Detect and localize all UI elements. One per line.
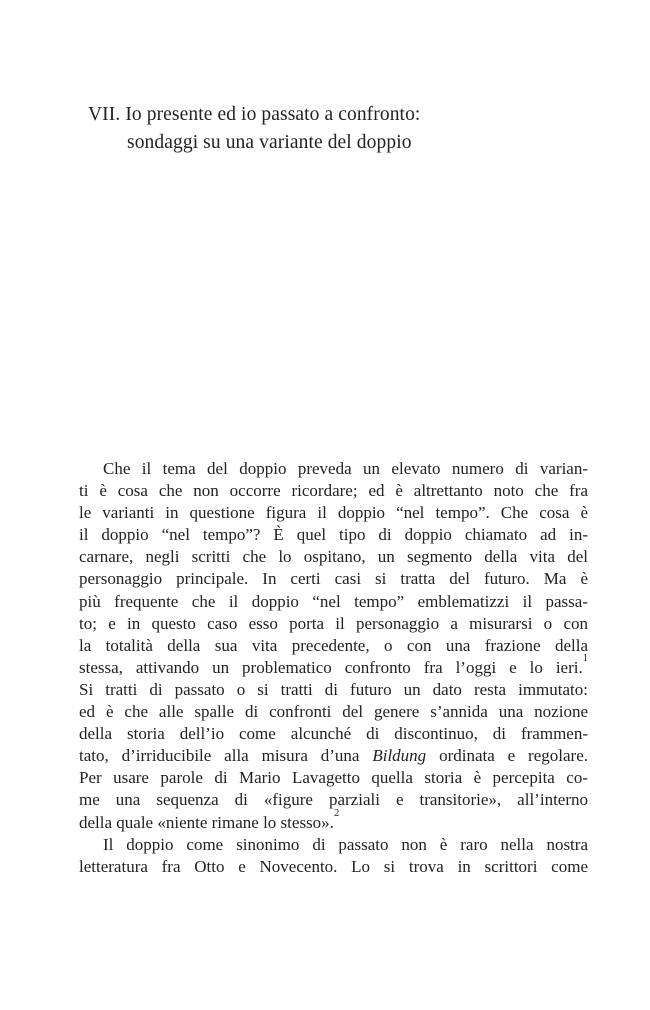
text-line: carnare, negli scritti che lo ospitano, un segmento della vita del [79, 547, 588, 567]
chapter-heading [79, 101, 588, 157]
text-line: Per usare parole di Mario Lavagetto quella storia è percepita co- [79, 768, 588, 788]
text-line: ed è che alle spalle di confronti del genere s’annida una nozione [79, 702, 588, 722]
body-text [79, 458, 588, 878]
text-line: la totalità della sua vita precedente, o con una frazione della [79, 635, 588, 655]
text-line: ti è cosa che non occorre ricordare; ed è altrettanto noto che fra [79, 481, 588, 501]
text-line: della quale «niente rimane lo stesso».$^2$ [79, 807, 340, 832]
text-line: personaggio principale. In certi casi si tratta del futuro. Ma è [79, 569, 588, 589]
text-line: tato, d’irriducibile alla misura d’una Bildung ordinata e regolare. [79, 746, 588, 766]
chapter-heading-line-2: sondaggi su una variante del doppio [127, 132, 412, 153]
text-line: to; e in questo caso esso porta il personaggio a misurarsi o con [79, 613, 588, 633]
text-line: stessa, attivando un problematico confronto fra l’oggi e lo ieri.$^1$ [79, 653, 588, 677]
footnote-ref-2: 2 [333, 807, 340, 819]
text-line: le varianti in questione figura il doppio “nel tempo”. Che cosa è [79, 503, 588, 523]
chapter-heading-line-1: VII. Io presente ed io passato a confronto: [88, 104, 421, 125]
text-line: della storia dell’io come alcunché di discontinuo, di frammen- [79, 724, 588, 744]
text-line: letteratura fra Otto e Novecento. Lo si trova in scrittori come [79, 856, 588, 876]
text-line: Il doppio come sinonimo di passato non è raro nella nostra [103, 834, 588, 854]
text-line: più frequente che il doppio “nel tempo” emblematizzi il passa- [79, 591, 588, 611]
footnote-ref-1: 1 [582, 653, 588, 665]
text-line: il doppio “nel tempo”? È quel tipo di doppio chiamato ad in- [79, 525, 588, 545]
text-line: Che il tema del doppio preveda un elevato numero di varian- [103, 459, 588, 478]
text-line: me una sequenza di «figure parziali e transitorie», all’interno [79, 790, 588, 810]
italic-term: Bildung [372, 746, 427, 766]
text-line: Si tratti di passato o si tratti di futuro un dato resta immutato: [79, 679, 588, 699]
